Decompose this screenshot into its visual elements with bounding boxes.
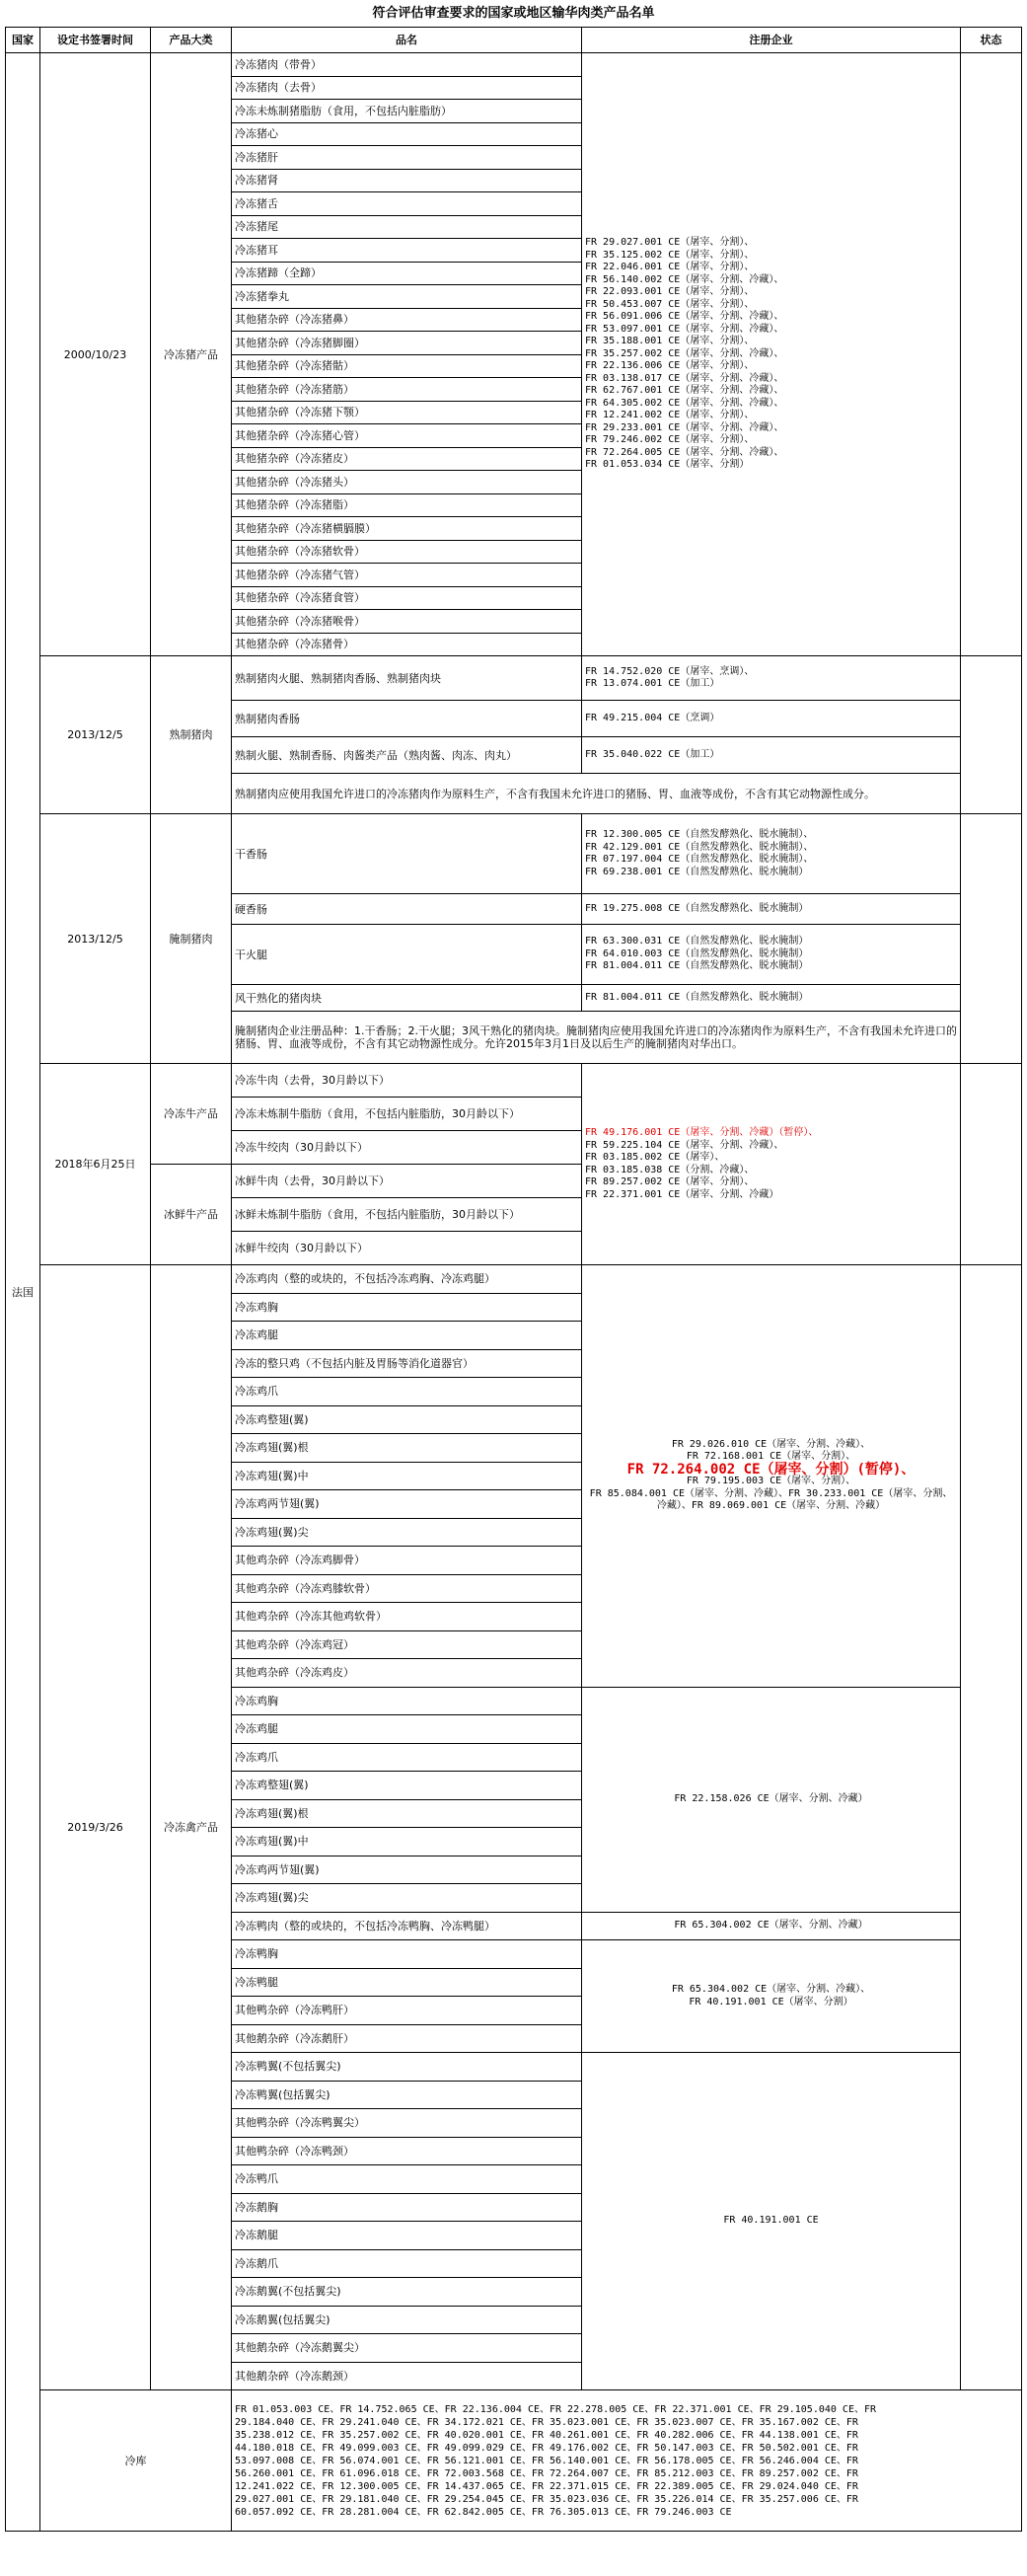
product-cell: 冷冻未炼制牛脂肪（食用，不包括内脏脂肪，30月龄以下）	[232, 1098, 582, 1131]
note-cell: 腌制猪肉企业注册品种：1.干香肠；2.干火腿；3风干熟化的猪肉块。腌制猪肉应使用我国允许进口的冷冻猪肉作为原料生产，不含有我国未允许进口的猪肠、胃、血液等成份，不含有其它动物源性成分。允许2015年3月1日及以后生产的腌制猪肉对华出口。	[232, 1012, 961, 1064]
product-cell: 熟制火腿、熟制香肠、肉酱类产品（熟肉酱、肉冻、肉丸）	[232, 737, 582, 774]
date-cell: 2013/12/5	[40, 814, 151, 1064]
product-cell: 冷冻猪肾	[232, 169, 582, 192]
status-cell	[961, 656, 1022, 814]
header-category: 产品大类	[151, 28, 232, 53]
enterprise-cell: FR 14.752.020 CE（屠宰、烹调）、 FR 13.074.001 CE（加工）	[582, 656, 961, 701]
product-cell: 其他猪杂碎（冷冻猪骨）	[232, 633, 582, 656]
product-cell: 冷冻鸭腿	[232, 1968, 582, 1997]
cold-storage-label: 冷库	[40, 2390, 232, 2532]
enterprise-cell: FR 81.004.011 CE（自然发酵熟化、脱水腌制）	[582, 985, 961, 1012]
enterprise-cell: FR 22.158.026 CE（屠宰、分割、冷藏）	[582, 1687, 961, 1912]
product-cell: 冷冻鸡翅(翼)中	[232, 1828, 582, 1856]
product-cell: 其他猪杂碎（冷冻猪心管）	[232, 424, 582, 448]
product-cell: 其他猪杂碎（冷冻猪下颚）	[232, 401, 582, 424]
enterprise-line: FR 72.168.001 CE（屠宰、分割）、	[686, 1451, 856, 1463]
status-cell	[961, 814, 1022, 1064]
suspended-enterprise: FR 49.176.001 CE（屠宰、分割、冷藏）（暂停）、	[585, 1127, 819, 1138]
product-cell: 冷冻鸭翼(不包括翼尖)	[232, 2053, 582, 2082]
category-cell: 冷冻猪产品	[151, 53, 232, 656]
enterprise-cell: FR 35.040.022 CE（加工）	[582, 737, 961, 774]
product-cell: 冷冻猪肝	[232, 146, 582, 170]
product-cell: 冷冻猪耳	[232, 239, 582, 263]
note-cell: 熟制猪肉应使用我国允许进口的冷冻猪肉作为原料生产，不含有我国未允许进口的猪肠、胃、血液等成份，不含有其它动物源性成分。	[232, 774, 961, 814]
product-cell: 其他猪杂碎（冷冻猪皮）	[232, 447, 582, 471]
date-cell: 2013/12/5	[40, 656, 151, 814]
product-cell: 冷冻鸭胸	[232, 1940, 582, 1969]
product-cell: 冷冻鸡爪	[232, 1743, 582, 1772]
enterprise-cell: FR 63.300.031 CE（自然发酵熟化、脱水腌制） FR 64.010.003 CE（自然发酵熟化、脱水腌制） FR 81.004.011 CE（自然发酵熟化、脱水腌制）	[582, 925, 961, 985]
header-product: 品名	[232, 28, 582, 53]
date-cell: 2018年6月25日	[40, 1064, 151, 1265]
table-row	[6, 2390, 1022, 2532]
enterprise-line: FR 79.195.003 CE（屠宰、分割）、 FR 85.084.001 CE（屠宰、分割、冷藏）、FR 30.233.001 CE（屠宰、分割、冷藏）、FR 89.069.001 CE（屠宰、分割、冷藏）	[589, 1476, 953, 1512]
category-cell: 冰鲜牛产品	[151, 1165, 232, 1265]
product-cell: 冷冻未炼制猪脂肪（食用，不包括内脏脂肪）	[232, 100, 582, 123]
product-cell: 冷冻鸡腿	[232, 1715, 582, 1744]
enterprise-cell	[582, 1064, 961, 1265]
product-cell: 其他鸡杂碎（冷冻鸡皮）	[232, 1659, 582, 1688]
product-cell: 冷冻猪蹄（全蹄）	[232, 262, 582, 285]
product-cell: 冷冻猪舌	[232, 192, 582, 216]
product-cell: 其他鸭杂碎（冷冻鸭翼尖）	[232, 2109, 582, 2138]
product-cell: 冷冻鹅腿	[232, 2222, 582, 2250]
product-cell: 冷冻鸡胸	[232, 1293, 582, 1322]
enterprise-cell: FR 12.300.005 CE（自然发酵熟化、脱水腌制）、 FR 42.129.001 CE（自然发酵熟化、脱水腌制）、 FR 07.197.004 CE（自然发酵熟化、脱水腌制）、 FR 69.238.001 CE（自然发酵熟化、脱水腌制）	[582, 814, 961, 894]
product-cell: 硬香肠	[232, 894, 582, 925]
table-row	[6, 656, 1022, 701]
category-cell: 冷冻牛产品	[151, 1064, 232, 1165]
product-cell: 其他鸭杂碎（冷冻鸭肝）	[232, 1997, 582, 2025]
product-cell: 冷冻鸡胸	[232, 1687, 582, 1715]
product-cell: 冷冻猪肉（带骨）	[232, 53, 582, 77]
product-cell: 冷冻鸡两节翅(翼)	[232, 1490, 582, 1519]
table-row	[6, 814, 1022, 894]
enterprise-list: FR 59.225.104 CE（屠宰、分割、冷藏）、 FR 03.185.002 CE（屠宰）、 FR 03.185.038 CE（分割、冷藏）、 FR 89.257.002 CE（屠宰、分割）、 FR 22.371.001 CE（屠宰、分割、冷藏）	[585, 1139, 784, 1200]
product-cell: 其他鸡杂碎（冷冻鸡膝软骨）	[232, 1574, 582, 1603]
product-cell: 冷冻鹅胸	[232, 2193, 582, 2222]
product-cell: 冷冻猪拳丸	[232, 285, 582, 309]
product-cell: 冷冻鸡腿	[232, 1322, 582, 1350]
product-cell: 其他鸡杂碎（冷冻鸡脚骨）	[232, 1547, 582, 1575]
product-cell: 其他猪杂碎（冷冻猪鼻）	[232, 308, 582, 332]
page-title: 符合评估审查要求的国家或地区输华肉类产品名单	[372, 6, 655, 21]
product-cell: 其他猪杂碎（冷冻猪气管）	[232, 564, 582, 587]
date-cell: 2019/3/26	[40, 1265, 151, 2390]
enterprise-cell	[582, 1265, 961, 1688]
header-status: 状态	[961, 28, 1022, 53]
date-cell: 2000/10/23	[40, 53, 151, 656]
table-row	[6, 1064, 1022, 1098]
header-row	[6, 28, 1022, 53]
product-cell: 冷冻鸡整翅(翼)	[232, 1772, 582, 1800]
enterprise-cell: FR 65.304.002 CE（屠宰、分割、冷藏）、 FR 40.191.001 CE（屠宰、分割）	[582, 1940, 961, 2053]
status-cell	[961, 1265, 1022, 2390]
product-cell: 冷冻鹅爪	[232, 2249, 582, 2278]
product-cell: 冷冻鸡两节翅(翼)	[232, 1856, 582, 1884]
product-cell: 冷冻鸡肉（整的或块的，不包括冷冻鸡胸、冷冻鸡腿）	[232, 1265, 582, 1294]
product-cell: 冷冻鹅翼(包括翼尖)	[232, 2306, 582, 2334]
product-cell: 冷冻鹅翼(不包括翼尖)	[232, 2278, 582, 2307]
product-cell: 其他猪杂碎（冷冻猪食管）	[232, 586, 582, 610]
header-enterprise: 注册企业	[582, 28, 961, 53]
product-cell: 冷冻鸡爪	[232, 1378, 582, 1406]
product-cell: 冷冻猪尾	[232, 215, 582, 239]
product-cell: 冰鲜未炼制牛脂肪（食用，不包括内脏脂肪，30月龄以下）	[232, 1198, 582, 1232]
product-cell: 冷冻猪心	[232, 122, 582, 146]
product-cell: 冷冻的整只鸡（不包括内脏及胃肠等消化道器官）	[232, 1349, 582, 1378]
product-cell: 冷冻鸡翅(翼)中	[232, 1462, 582, 1490]
cold-storage-list: FR 01.053.003 CE、FR 14.752.065 CE、FR 22.136.004 CE、FR 22.278.005 CE、FR 22.371.001 CE、FR 29.105.040 CE、FR 29.184.040 CE、FR 29.241.040 CE、FR 34.172.021 CE、FR 35.023.001 CE、FR 35.023.007 CE、FR 35.167.002 CE、FR 35.238.012 CE、FR 35.257.002 CE、FR 40.020.001 CE、FR 40.261.001 CE、FR 40.282.006 CE、FR 44.138.001 CE、FR 44.180.018 CE、FR 49.099.003 CE、FR 49.099.029 CE、FR 49.176.002 CE、FR 50.147.003 CE、FR 50.502.001 CE、FR 53.097.008 CE、FR 56.074.001 CE、FR 56.121.001 CE、FR 56.140.001 CE、FR 56.178.005 CE、FR 56.246.004 CE、FR 56.260.001 CE、FR 61.096.018 CE、FR 72.003.568 CE、FR 72.264.007 CE、FR 85.212.003 CE、FR 89.257.002 CE、FR 12.241.022 CE、FR 12.300.005 CE、FR 14.437.065 CE、FR 22.371.015 CE、FR 22.389.005 CE、FR 29.024.040 CE、FR 29.027.001 CE、FR 29.181.040 CE、FR 29.254.045 CE、FR 35.023.036 CE、FR 35.226.014 CE、FR 35.257.006 CE、FR 60.057.092 CE、FR 28.281.004 CE、FR 62.842.005 CE、FR 76.305.013 CE、FR 79.246.003 CE	[232, 2390, 1022, 2532]
country-cell: 法国	[6, 53, 40, 2532]
product-cell: 熟制猪肉香肠	[232, 701, 582, 737]
product-cell: 冷冻鸭翼(包括翼尖)	[232, 2081, 582, 2109]
product-cell: 冷冻鸡翅(翼)尖	[232, 1518, 582, 1547]
product-cell: 其他鹅杂碎（冷冻鹅颈）	[232, 2362, 582, 2390]
product-cell: 干火腿	[232, 925, 582, 985]
table-row	[6, 1265, 1022, 1294]
product-cell: 冷冻鸡翅(翼)根	[232, 1434, 582, 1463]
product-cell: 冷冻鸡翅(翼)根	[232, 1799, 582, 1828]
product-cell: 其他猪杂碎（冷冻猪横膈膜）	[232, 517, 582, 541]
product-cell: 干香肠	[232, 814, 582, 894]
enterprise-cell: FR 49.215.004 CE（烹调）	[582, 701, 961, 737]
suspended-enterprise: FR 72.264.002 CE（屠宰、分割）(暂停)、	[626, 1461, 916, 1477]
enterprise-cell: FR 19.275.008 CE（自然发酵熟化、脱水腌制）	[582, 894, 961, 925]
product-table	[5, 27, 1022, 2532]
category-cell: 冷冻禽产品	[151, 1265, 232, 2390]
enterprise-cell: FR 65.304.002 CE（屠宰、分割、冷藏）	[582, 1912, 961, 1940]
product-cell: 冷冻鸡翅(翼)尖	[232, 1884, 582, 1913]
product-cell: 冷冻鸭肉（整的或块的，不包括冷冻鸭胸、冷冻鸭腿）	[232, 1912, 582, 1940]
product-cell: 冷冻牛肉（去骨，30月龄以下）	[232, 1064, 582, 1098]
table-row	[6, 53, 1022, 77]
product-cell: 其他猪杂碎（冷冻猪脂）	[232, 493, 582, 517]
enterprise-cell: FR 29.027.001 CE（屠宰、分割）、 FR 35.125.002 CE（屠宰、分割）、 FR 22.046.001 CE（屠宰、分割）、 FR 56.140.002 CE（屠宰、分割、冷藏）、 FR 22.093.001 CE（屠宰、分割）、 FR 50.453.007 CE（屠宰、分割）、 FR 56.091.006 CE（屠宰、分割、冷藏）、 FR 53.097.001 CE（屠宰、分割、冷藏）、 FR 35.188.001 CE（屠宰、分割）、 FR 35.257.002 CE（屠宰、分割、冷藏）、 FR 22.136.006 CE（屠宰、分割）、 FR 03.138.017 CE（屠宰、分割、冷藏）、 FR 62.767.001 CE（屠宰、分割、冷藏）、 FR 64.305.002 CE（屠宰、分割、冷藏）、 FR 12.241.002 CE（屠宰、分割）、 FR 29.233.001 CE（屠宰、分割、冷藏）、 FR 79.246.002 CE（屠宰、分割）、 FR 72.264.005 CE（屠宰、分割、冷藏）、 FR 01.053.034 CE（屠宰、分割）	[582, 53, 961, 656]
product-cell: 冰鲜牛肉（去骨，30月龄以下）	[232, 1165, 582, 1198]
status-cell	[961, 53, 1022, 656]
product-cell: 冷冻鸭爪	[232, 2165, 582, 2194]
product-cell: 风干熟化的猪肉块	[232, 985, 582, 1012]
product-cell: 其他猪杂碎（冷冻猪骷）	[232, 354, 582, 378]
enterprise-line: FR 29.026.010 CE（屠宰、分割、冷藏）、	[671, 1438, 871, 1450]
product-cell: 冷冻猪肉（去骨）	[232, 76, 582, 100]
product-cell: 其他鹅杂碎（冷冻鹅翼尖）	[232, 2334, 582, 2363]
product-cell: 其他鸡杂碎（冷冻其他鸡软骨）	[232, 1603, 582, 1631]
status-cell	[961, 1064, 1022, 1265]
product-cell: 冷冻牛绞肉（30月龄以下）	[232, 1131, 582, 1165]
product-cell: 其他鹅杂碎（冷冻鹅肝）	[232, 2024, 582, 2053]
header-country: 国家	[6, 28, 40, 53]
product-cell: 其他猪杂碎（冷冻猪软骨）	[232, 540, 582, 564]
header-date: 设定书签署时间	[40, 28, 151, 53]
category-cell: 腌制猪肉	[151, 814, 232, 1064]
category-cell: 熟制猪肉	[151, 656, 232, 814]
product-cell: 其他猪杂碎（冷冻猪头）	[232, 471, 582, 494]
product-cell: 冰鲜牛绞肉（30月龄以下）	[232, 1232, 582, 1265]
product-cell: 其他鸡杂碎（冷冻鸡冠）	[232, 1630, 582, 1659]
product-cell: 其他猪杂碎（冷冻猪喉骨）	[232, 610, 582, 634]
product-cell: 其他猪杂碎（冷冻猪脚圈）	[232, 332, 582, 355]
product-cell: 其他猪杂碎（冷冻猪筋）	[232, 378, 582, 402]
product-cell: 其他鸭杂碎（冷冻鸭颈）	[232, 2137, 582, 2165]
product-cell: 熟制猪肉火腿、熟制猪肉香肠、熟制猪肉块	[232, 656, 582, 701]
product-cell: 冷冻鸡整翅(翼)	[232, 1405, 582, 1434]
enterprise-cell: FR 40.191.001 CE	[582, 2053, 961, 2390]
